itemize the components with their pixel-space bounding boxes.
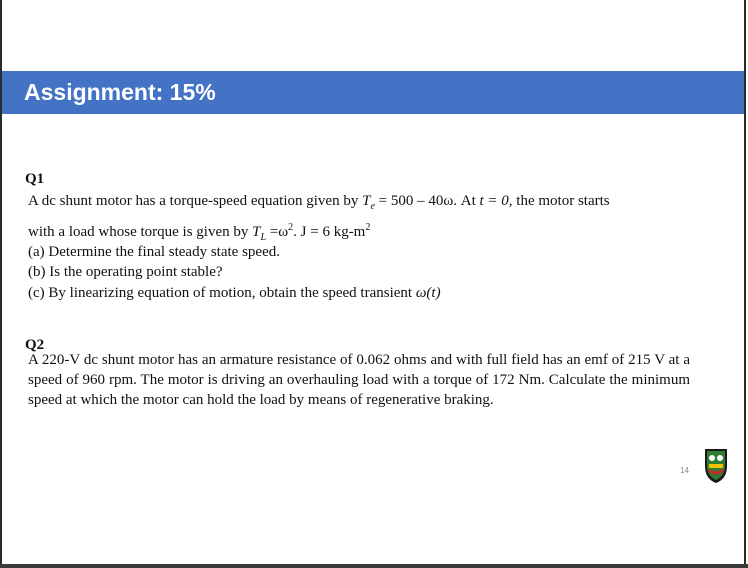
q1-line-1 [28,193,610,212]
q2-text: A 220-V dc shunt motor has an armature resistance of 0.062 ohms and with full field has an emf of 215 V at a speed of 960 rpm. The motor is driving an overhauling load with a torque of 172 Nm. Calculate the minimum speed at which the motor can hold the load by means of regenerative braking. [28,352,690,408]
q1-omega-t: ω(t) [415,285,441,301]
q1-tl-symbol: T [252,224,261,240]
q1-inertia: . J = 6 kg-m [293,224,366,240]
q1-line-2-text: with a load whose torque is given by [28,224,253,240]
q1-item-c-text: (c) By linearizing equation of motion, obtain the speed transient [28,285,416,301]
q1-tl-superscript: 2 [288,222,294,233]
q1-time-zero: t = 0 [479,193,509,209]
page-number: 14 [680,466,689,475]
q1-inertia-superscript: 2 [365,222,371,233]
q1-tl-equation: =ω [266,224,289,240]
q1-te-subscript: e [370,201,375,212]
university-crest-icon [703,446,729,484]
q1-line-1-end: , the motor starts [508,193,610,209]
q1-line-1-text: A dc shunt motor has a torque-speed equation given by [28,193,363,209]
q1-tl-subscript: L [260,232,267,243]
slide-title: Assignment: 15% [24,79,216,105]
q1-item-c [28,285,441,302]
q1-line-2 [28,222,370,243]
q1-item-a: (a) Determine the final steady state speed. [28,244,280,260]
q1-label: Q1 [25,171,45,187]
q1-te-equation: = 500 – 40ω [374,193,454,209]
bottom-border [0,564,748,568]
q2-label: Q2 [25,337,45,353]
q1-line-1-mid: . At [453,193,480,209]
q1-item-b: (b) Is the operating point stable? [28,264,223,280]
q1-te-symbol: T [362,193,371,209]
